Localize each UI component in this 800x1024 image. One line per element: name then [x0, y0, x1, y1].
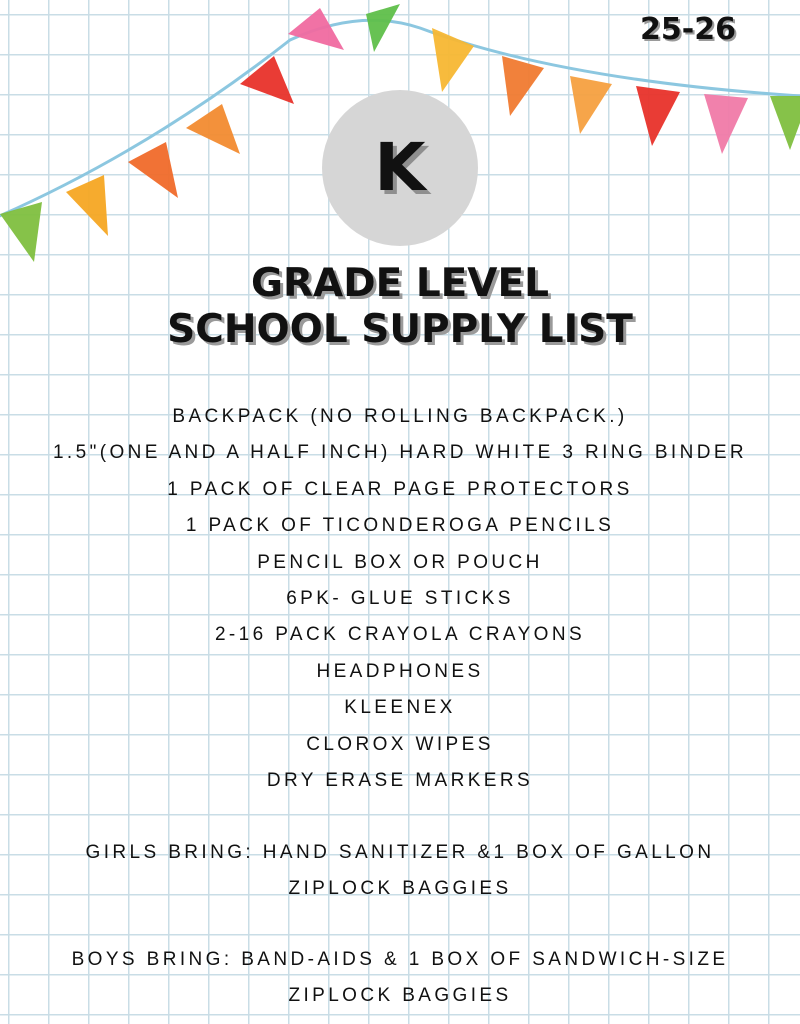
list-item: PENCIL BOX OR POUCH: [257, 551, 543, 573]
boys-note: [0, 942, 800, 1015]
pennant-flag-icon: [502, 56, 544, 116]
pennant-flag-icon: [636, 86, 680, 146]
grade-letter: K: [374, 129, 426, 206]
pennant-flag-icon: [66, 175, 108, 236]
list-item: KLEENEX: [344, 697, 456, 719]
pennant-flag-icon: [366, 4, 400, 52]
page-title-line-1: GRADE LEVEL: [251, 261, 549, 306]
pennant-flag-icon: [240, 56, 294, 104]
page-title-line-2: SCHOOL SUPPLY LIST: [167, 307, 633, 352]
list-item: HEADPHONES: [316, 660, 484, 682]
pennant-flag-icon: [186, 104, 240, 154]
list-item: BACKPACK (NO ROLLING BACKPACK.): [172, 406, 628, 427]
grade-badge: [322, 90, 478, 246]
supply-list: [0, 399, 800, 799]
girls-note-line-2: ZIPLOCK BAGGIES: [288, 878, 512, 900]
pennant-flag-icon: [288, 8, 344, 50]
list-item: 1 PACK OF TICONDEROGA PENCILS: [185, 515, 615, 537]
pennant-flag-icon: [704, 94, 748, 154]
list-item: 6PK- GLUE STICKS: [286, 587, 514, 609]
pennant-flag-icon: [432, 28, 474, 92]
list-item: 1 PACK OF CLEAR PAGE PROTECTORS: [167, 478, 633, 500]
list-item: CLOROX WIPES: [306, 733, 494, 755]
pennant-flag-icon: [770, 96, 800, 150]
list-item: 2-16 PACK CRAYOLA CRAYONS: [214, 624, 586, 646]
school-year: 25-26: [640, 12, 736, 47]
pennant-flag-icon: [0, 202, 42, 262]
girls-note: [0, 835, 800, 908]
pennant-flag-icon: [570, 76, 612, 134]
list-item: DRY ERASE MARKERS: [266, 769, 534, 791]
girls-note-line-1: GIRLS BRING: HAND SANITIZER &1 BOX OF GALLON: [85, 842, 715, 863]
list-item: 1.5"(ONE AND A HALF INCH) HARD WHITE 3 RING BINDER: [52, 442, 748, 464]
pennant-flag-icon: [128, 142, 178, 198]
boys-note-line-1: BOYS BRING: BAND-AIDS & 1 BOX OF SANDWICH-SIZE: [71, 949, 729, 970]
boys-note-line-2: ZIPLOCK BAGGIES: [288, 985, 512, 1007]
